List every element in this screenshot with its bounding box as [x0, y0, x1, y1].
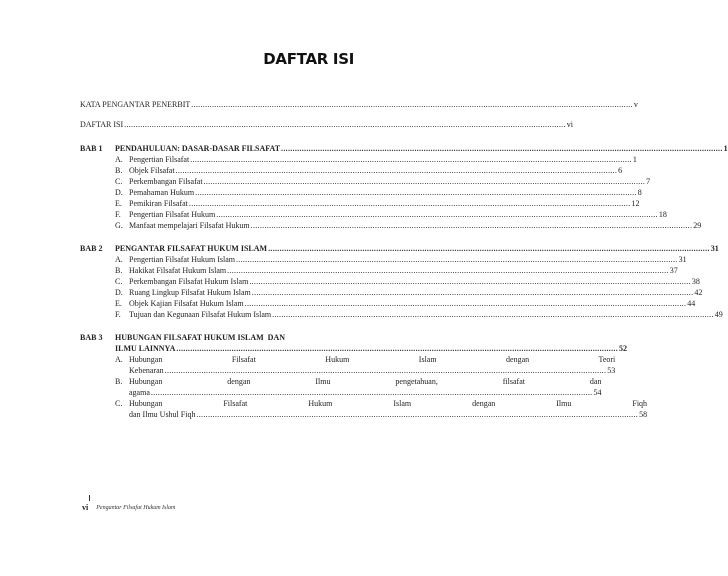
page-footer	[82, 503, 175, 512]
toc-label: Manfaat mempelajari Filsafat Hukum	[129, 221, 250, 230]
leader-dots	[245, 298, 687, 309]
table-of-contents	[80, 99, 728, 420]
toc-item[interactable]	[80, 176, 651, 187]
toc-item[interactable]	[80, 309, 723, 320]
toc-label: Ruang Lingkup Filsafat Hukum Islam	[129, 288, 251, 297]
item-letter: F.	[115, 310, 121, 319]
toc-item[interactable]	[80, 165, 623, 176]
leader-dots	[249, 276, 691, 287]
toc-label: agama	[129, 388, 150, 397]
chapter-heading[interactable]	[80, 143, 728, 154]
toc-page: 37	[669, 266, 678, 275]
leader-dots	[176, 165, 618, 176]
toc-label: Objek Kajian Filsafat Hukum Islam	[129, 299, 244, 308]
leader-dots	[151, 387, 593, 398]
toc-page: 6	[618, 166, 623, 175]
toc-page: 18	[658, 210, 667, 219]
item-letter: D.	[115, 288, 123, 297]
toc-page: 54	[593, 388, 602, 397]
item-letter: C.	[115, 399, 123, 408]
toc-page: 44	[687, 299, 696, 308]
toc-page: 53	[607, 366, 616, 375]
toc-label-line: Hubungan Filsafat Hukum Islam dengan Ilmu Fiqh	[129, 399, 648, 408]
toc-page: 7	[646, 177, 651, 186]
leader-dots	[272, 309, 714, 320]
toc-entry-foreword[interactable]	[80, 99, 638, 110]
leader-dots	[124, 119, 566, 130]
chapter-3	[80, 332, 648, 420]
toc-label: Perkembangan Filsafat Hukum Islam	[129, 277, 249, 286]
toc-page: 58	[639, 410, 648, 419]
toc-label: Pemikiran Filsafat	[129, 199, 188, 208]
leader-dots	[252, 287, 694, 298]
toc-page: 1	[632, 155, 637, 164]
toc-page: 31	[678, 255, 687, 264]
item-letter: F.	[115, 210, 121, 219]
item-letter: C.	[115, 177, 123, 186]
toc-label-line: Hubungan dengan Ilmu pengetahuan, filsafat dan	[129, 377, 602, 386]
toc-label: Pengertian Filsafat Hukum Islam	[129, 255, 235, 264]
chapter-heading[interactable]	[80, 332, 627, 354]
item-letter: B.	[115, 166, 123, 175]
toc-item[interactable]	[80, 287, 703, 298]
toc-label-line: Hubungan Filsafat Hukum Islam dengan Teori	[129, 355, 616, 364]
toc-label: Objek Filsafat	[129, 166, 175, 175]
toc-label: dan Ilmu Ushul Fiqh	[129, 410, 196, 419]
toc-item[interactable]	[80, 354, 616, 376]
toc-page: 42	[694, 288, 703, 297]
toc-page: v	[633, 100, 638, 109]
item-letter: B.	[115, 266, 123, 275]
toc-page: 38	[691, 277, 700, 286]
item-letter: A.	[115, 155, 123, 164]
chapter-number: BAB 2	[80, 244, 103, 253]
item-letter: G.	[115, 221, 123, 230]
item-letter: E.	[115, 199, 122, 208]
chapter-2	[80, 243, 723, 320]
leader-dots	[227, 265, 669, 276]
toc-item[interactable]	[80, 198, 640, 209]
leader-dots	[189, 198, 631, 209]
leader-dots	[195, 187, 637, 198]
leader-dots	[165, 365, 607, 376]
chapter-1	[80, 143, 728, 231]
item-letter: A.	[115, 255, 123, 264]
toc-item[interactable]	[80, 187, 642, 198]
toc-label: Pengertian Filsafat Hukum	[129, 210, 216, 219]
toc-item[interactable]	[80, 265, 678, 276]
leader-dots	[236, 254, 678, 265]
toc-item[interactable]	[80, 376, 602, 398]
folio-rule	[89, 495, 90, 501]
toc-label: Pengertian Filsafat	[129, 155, 190, 164]
leader-dots	[191, 99, 633, 110]
toc-item[interactable]	[80, 298, 696, 309]
toc-page: 52	[619, 344, 627, 353]
toc-item[interactable]	[80, 154, 637, 165]
chapter-title: PENDAHULUAN: DASAR-DASAR FILSAFAT	[115, 144, 281, 153]
toc-label: DAFTAR ISI	[80, 120, 124, 129]
toc-label: Perkembangan Filsafat	[129, 177, 203, 186]
toc-label: Pemahaman Hukum	[129, 188, 195, 197]
item-letter: A.	[115, 355, 123, 364]
chapter-number: BAB 3	[80, 333, 103, 342]
toc-item[interactable]	[80, 220, 702, 231]
chapter-heading[interactable]	[80, 243, 719, 254]
leader-dots	[176, 343, 618, 354]
item-letter: B.	[115, 377, 123, 386]
toc-page: 8	[637, 188, 642, 197]
toc-item[interactable]	[80, 398, 648, 420]
toc-item[interactable]	[80, 276, 700, 287]
chapter-title: ILMU LAINNYA	[115, 344, 176, 353]
chapter-title-line: HUBUNGAN FILSAFAT HUKUM ISLAM DAN	[115, 333, 286, 342]
leader-dots	[281, 143, 723, 154]
toc-page: 12	[631, 199, 640, 208]
leader-dots	[251, 220, 693, 231]
toc-page: 31	[710, 244, 719, 253]
toc-page: 49	[714, 310, 723, 319]
toc-entry-contents[interactable]	[80, 119, 573, 130]
running-head: Pengantar Filsafat Hukum Islam	[96, 504, 176, 511]
leader-dots	[190, 154, 632, 165]
toc-item[interactable]	[80, 209, 667, 220]
toc-page: vi	[566, 120, 573, 129]
page-title: DAFTAR ISI	[263, 50, 354, 68]
toc-page: 29	[693, 221, 702, 230]
chapter-number: BAB 1	[80, 144, 103, 153]
toc-label: Tujuan dan Kegunaan Filsafat Hukum Islam	[129, 310, 272, 319]
chapter-title: PENGANTAR FILSAFAT HUKUM ISLAM	[115, 244, 268, 253]
toc-label: Kebenaran	[129, 366, 164, 375]
leader-dots	[268, 243, 710, 254]
toc-label: Hakikat Filsafat Hukum Islam	[129, 266, 227, 275]
page-number: vi	[82, 503, 89, 512]
leader-dots	[204, 176, 646, 187]
toc-label: KATA PENGANTAR PENERBIT	[80, 100, 191, 109]
leader-dots	[216, 209, 658, 220]
leader-dots	[196, 409, 638, 420]
toc-item[interactable]	[80, 254, 687, 265]
item-letter: E.	[115, 299, 122, 308]
item-letter: D.	[115, 188, 123, 197]
item-letter: C.	[115, 277, 123, 286]
toc-page: 1	[723, 144, 728, 153]
